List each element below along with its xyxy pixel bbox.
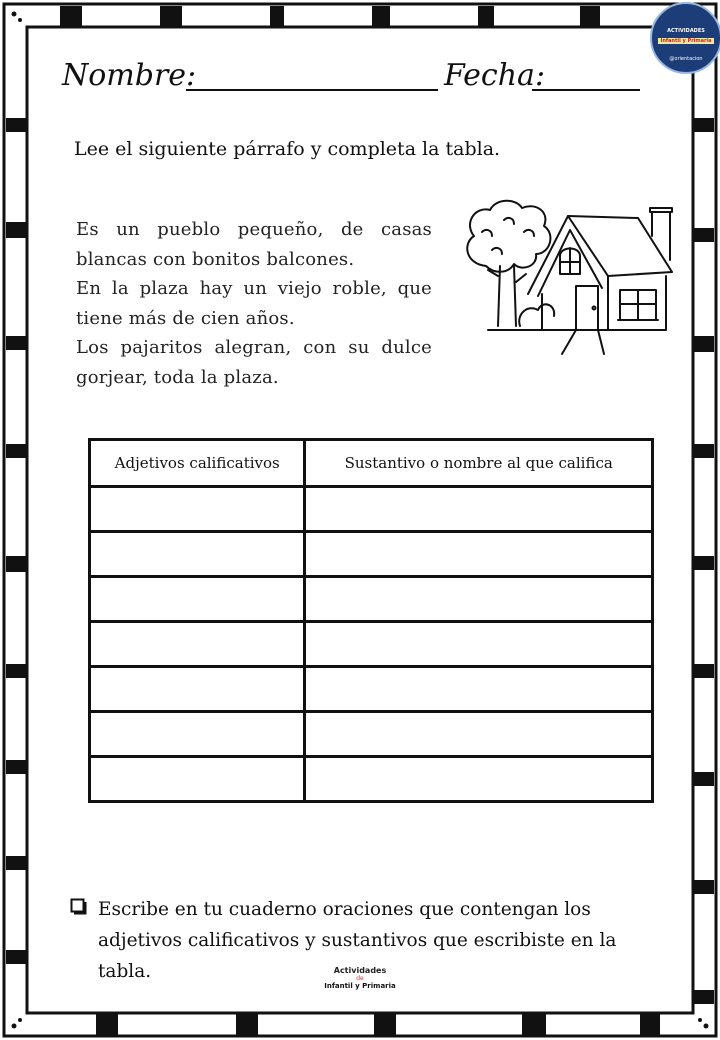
site-logo-badge	[650, 2, 720, 74]
checkbox-icon[interactable]	[70, 898, 87, 915]
name-write-line[interactable]	[186, 89, 438, 91]
header-nouns: Sustantivo o nombre al que califica	[305, 440, 653, 487]
table-cell[interactable]	[90, 622, 305, 667]
logo-handle: @orientacion	[669, 56, 703, 62]
house-tree-illustration	[458, 196, 686, 356]
date-label: Fecha:	[444, 58, 546, 93]
table-row	[90, 757, 653, 802]
table-cell[interactable]	[305, 622, 653, 667]
adjectives-table	[88, 438, 654, 803]
table-cell[interactable]	[90, 487, 305, 532]
instruction-text: Lee el siguiente párrafo y completa la tabla.	[74, 138, 501, 160]
table-cell[interactable]	[305, 667, 653, 712]
footer-logo	[318, 966, 402, 1000]
table-row	[90, 487, 653, 532]
logo-subtitle: Infantil y Primaria	[658, 38, 714, 44]
name-label: Nombre:	[62, 58, 197, 93]
table-cell[interactable]	[90, 712, 305, 757]
reading-paragraph	[76, 215, 432, 392]
table-cell[interactable]	[90, 577, 305, 622]
paragraph-line: Es un pueblo pequeño, de casas blancas con bonitos balcones.	[76, 219, 432, 270]
table-cell[interactable]	[305, 487, 653, 532]
table-header-row	[90, 440, 653, 487]
table-cell[interactable]	[305, 757, 653, 802]
table-cell[interactable]	[90, 757, 305, 802]
footer-logo-subtitle: Infantil y Primaria	[324, 982, 396, 990]
date-write-line[interactable]	[532, 89, 640, 91]
table-row	[90, 577, 653, 622]
paragraph-line: En la plaza hay un viejo roble, que tiene más de cien años.	[76, 278, 432, 329]
table-cell[interactable]	[90, 667, 305, 712]
table-cell[interactable]	[305, 532, 653, 577]
logo-title: ACTIVIDADES	[667, 28, 705, 34]
table-row	[90, 667, 653, 712]
table-row	[90, 532, 653, 577]
footer-logo-de: de	[356, 975, 364, 982]
table-cell[interactable]	[305, 712, 653, 757]
table-row	[90, 622, 653, 667]
table-cell[interactable]	[90, 532, 305, 577]
footer-logo-title: Actividades	[333, 966, 387, 975]
header-adjectives: Adjetivos calificativos	[90, 440, 305, 487]
table-cell[interactable]	[305, 577, 653, 622]
table-row	[90, 712, 653, 757]
task-instruction: Escribe en tu cuaderno oraciones que contengan los adjetivos calificativos y sustantivos que escribiste en la tabla.	[98, 899, 617, 982]
paragraph-line: Los pajaritos alegran, con su dulce gorjear, toda la plaza.	[76, 337, 432, 388]
